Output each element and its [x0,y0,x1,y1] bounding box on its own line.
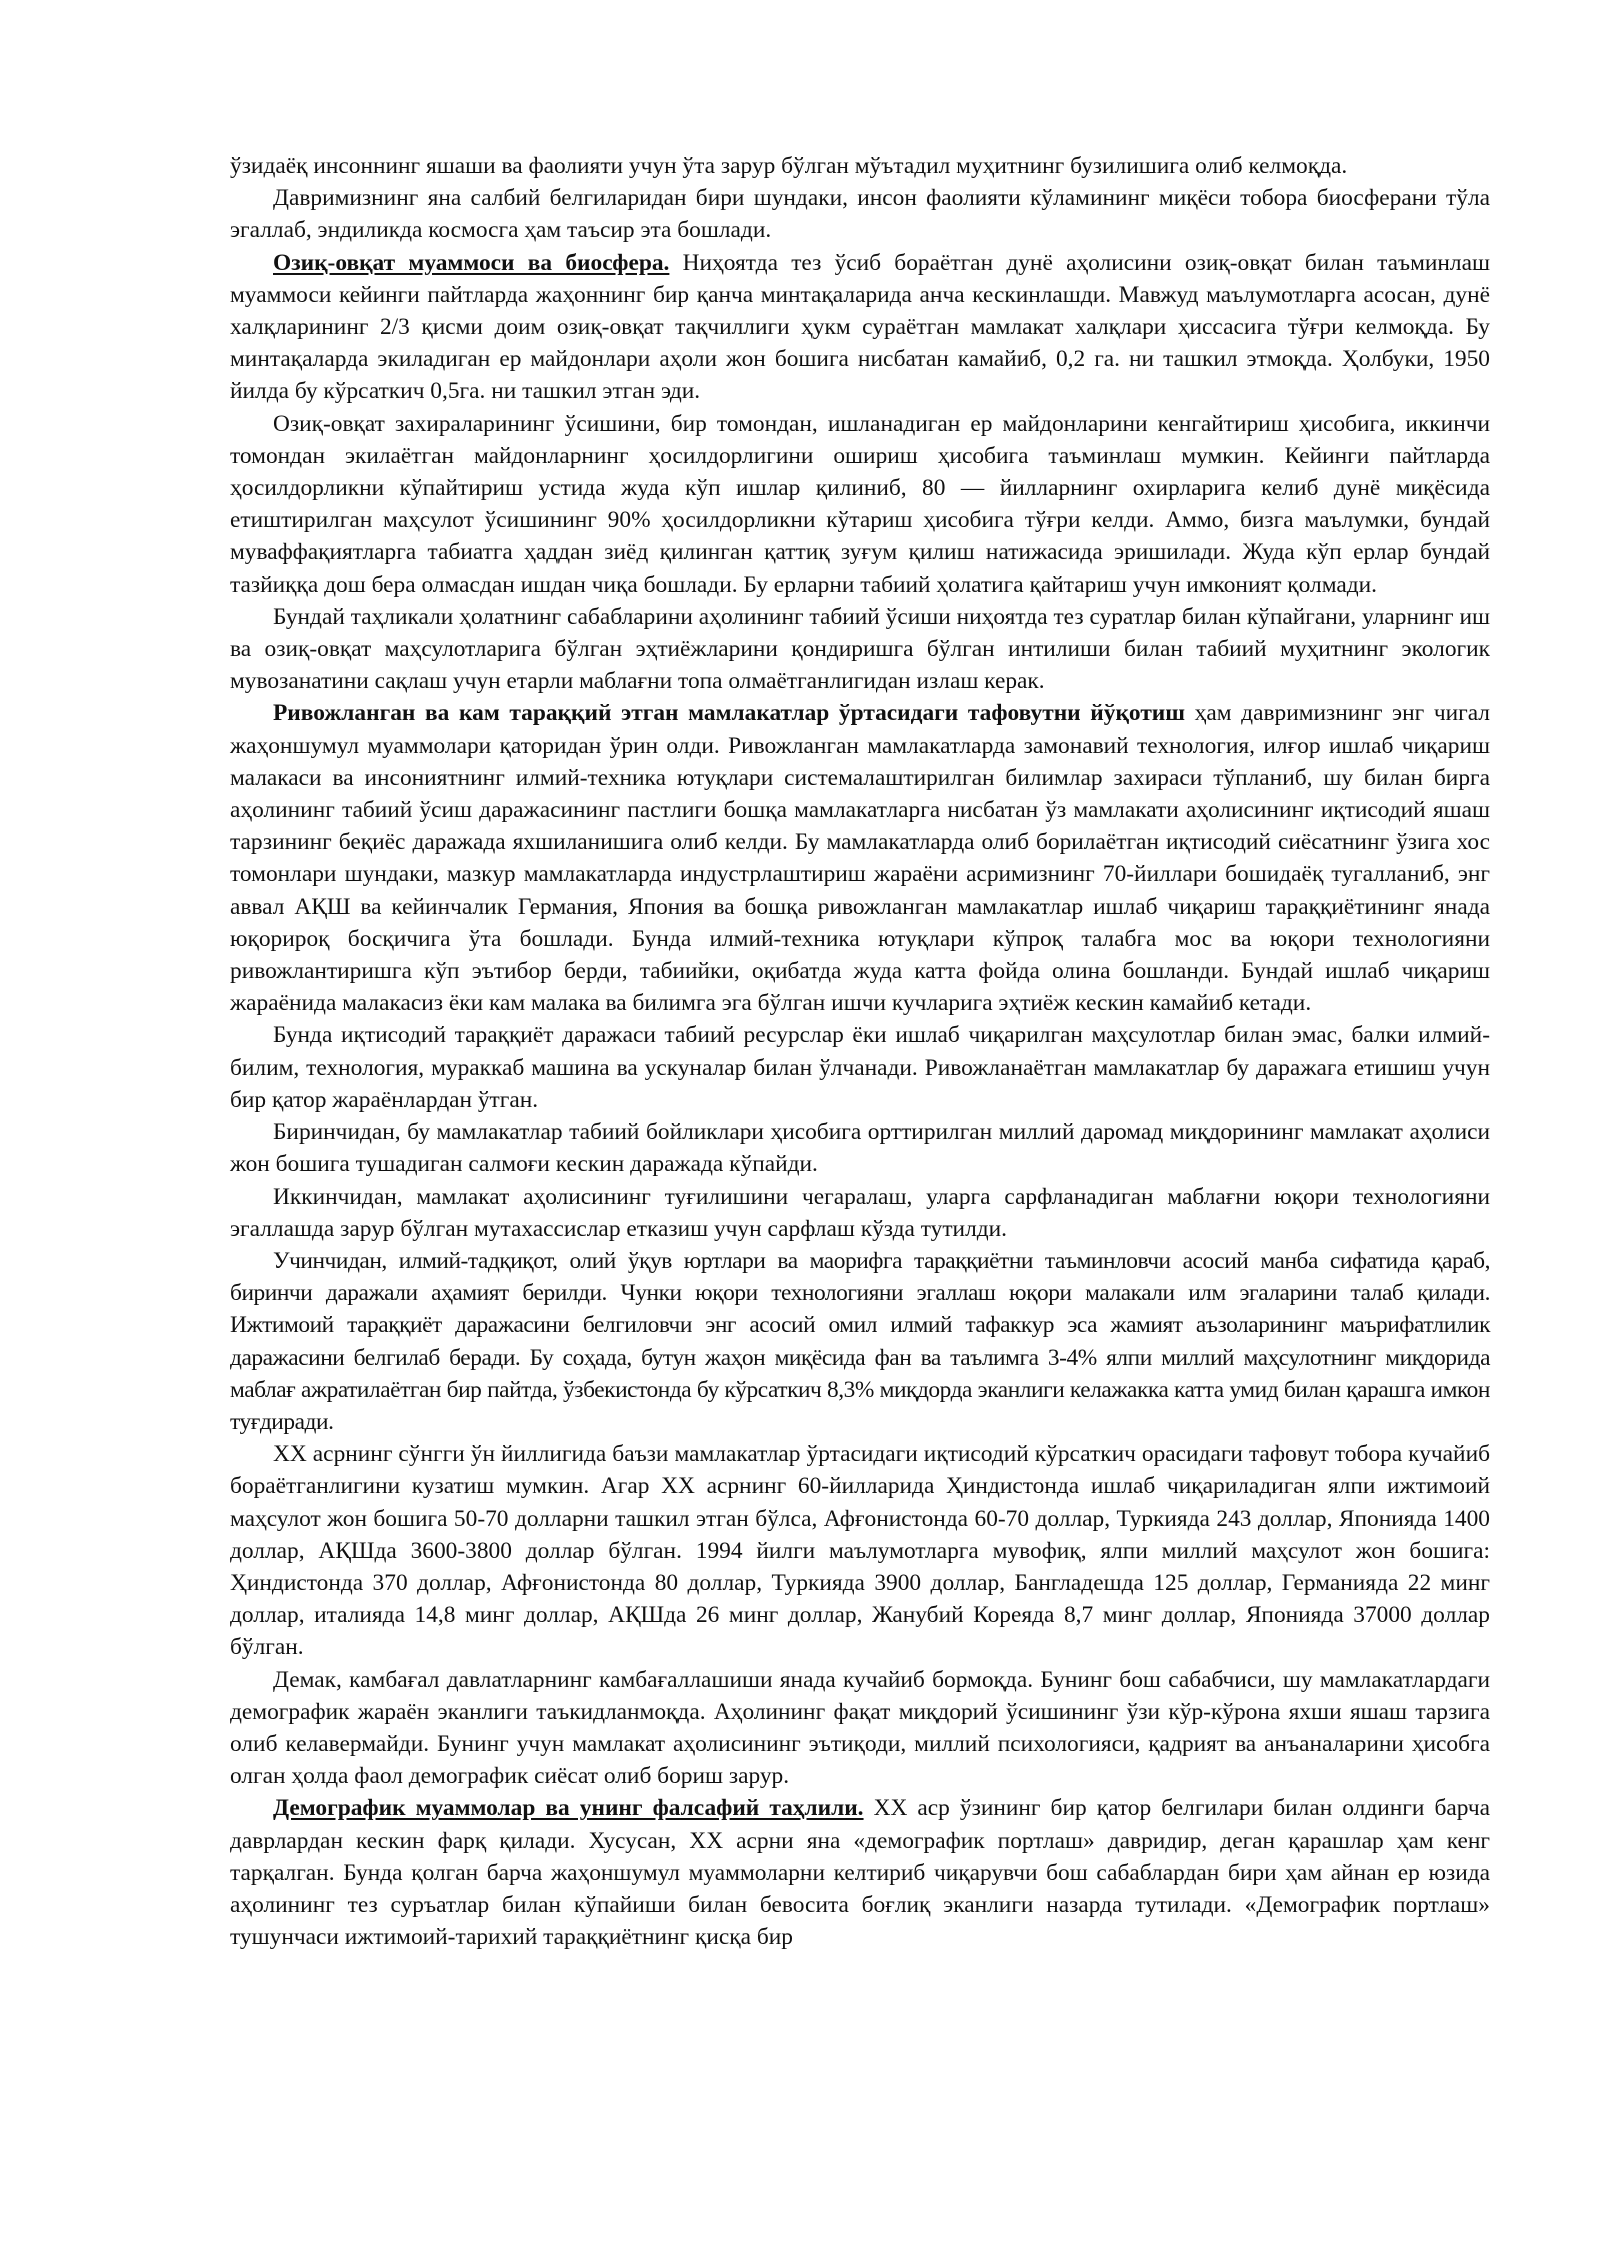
paragraph-text: Биринчидан, бу мамлакатлар табиий бойликлари ҳисобига орттирилган миллий даромад миқдорининг мамлакат аҳолиси жон бошига тушадиган салмоғи кескин даражада кўпайди. [230,1119,1490,1178]
paragraph [230,1019,1490,1116]
paragraph-text: Ниҳоятда тез ўсиб бораётган дунё аҳолисини озиқ-овқат билан таъминлаш муаммоси кейинги пайтларда жаҳоннинг бир қанча минтақаларида анча кескинлашди. Мавжуд маълумотларга асосан, дунё халқларининг 2/3 қисми доим озиқ-овқат тақчиллиги ҳукм сураётган мамлакат халқлари ҳиссасига тўғри келмоқда. Бу минтақаларда экиладиган ер майдонлари аҳоли жон бошига нисбатан камайиб, 0,2 га. ни ташкил этмоқда. Ҳолбуки, 1950 йилда бу кўрсаткич 0,5га. ни ташкил этган эди. [230,249,1490,405]
paragraph-development-gap [230,697,1490,1019]
document-page [230,150,1490,1953]
section-heading-food-problem: Озиқ-овқат муаммоси ва биосфера. [273,249,670,276]
paragraph [230,1181,1490,1245]
paragraph [230,1245,1490,1438]
paragraph-demographic-problems [230,1792,1490,1953]
paragraph-text: Бунда иқтисодий тараққиёт даражаси табиий ресурслар ёки ишлаб чиқарилган маҳсулотлар билан эмас, балки илмий-билим, технология, мураккаб машина ва ускуналар билан ўлчанади. Ривожланаётган мамлакатлар бу даражага етишиш учун бир қатор жараёнлардан ўтган. [230,1022,1490,1113]
paragraph-text: ҳам давримизнинг энг чигал жаҳоншумул муаммолари қаторидан ўрин олди. Ривожланган мамлакатларда замонавий технология, илғор ишлаб чиқариш малакаси ва инсониятнинг илмий-техника ютуқлари системалаштирилган билимлар захираси тўпланиб, шу билан бирга аҳолининг табиий ўсиш даражасининг пастлиги бошқа мамлакатларга нисбатан ўз мамлакати аҳолисининг иқтисодий яшаш тарзининг беқиёс даражада яхшиланишига олиб келди. Бу мамлакатларда олиб борилаётган иқтисодий сиёсатнинг ўзига хос томонлари шундаки, мазкур мамлакатларда индустрлаштириш жараёни асримизнинг 70-йиллари бошидаёқ тугалланиб, энг аввал АҚШ ва кейинчалик Германия, Япония ва бошқа ривожланган мамлакатлар ишлаб чиқариш тараққиётининг янада юқорироқ босқичига ўта бошлади. Бунда илмий-техника ютуқлари кўпроқ талабга мос ва юқори технологияни ривожлантиришга кўп эътибор берди, табиийки, оқибатда жуда катта фойда олина бошланди. Бундай ишлаб чиқариш жараёнида малакасиз ёки кам малака ва билимга эга бўлган ишчи кучларига эҳтиёж кескин камайиб кетади. [230,700,1490,1017]
paragraph [230,408,1490,601]
paragraph-text: XX аср ўзининг бир қатор белгилари билан олдинги барча даврлардан кескин фарқ қилади. Хусусан, XX асрни яна «демографик портлаш» давридир, деган қарашлар ҳам кенг тарқалган. Бунда қолган барча жаҳоншумул муаммоларни келтириб чиқарувчи бош сабаблардан бири ҳам айнан ер юзида аҳолининг тез суръатлар билан кўпайиши билан бевосита боғлиқ эканлиги назарда тутилади. «Демографик портлаш» тушунчаси ижтимоий-тарихий тараққиётнинг қисқа бир [230,1795,1490,1951]
paragraph [230,1664,1490,1793]
paragraph-text: Бундай таҳликали ҳолатнинг сабабларини аҳолининг табиий ўсиши ниҳоятда тез суратлар билан кўпайгани, уларнинг иш ва озиқ-овқат маҳсулотларига бўлган эҳтиёжларини қондиришга бўлган интилиши билан табиий муҳитнинг экологик мувозанатини сақлаш учун етарли маблағни топа олмаётганлигидан излаш керак. [230,603,1490,695]
section-heading-development-gap: Ривожланган ва кам тараққий этган мамлакатлар ўртасидаги тафовутни йўқотиш [273,700,1186,727]
paragraph-text: Озиқ-овқат захираларининг ўсишини, бир томондан, ишланадиган ер майдонларини кенгайтириш ҳисобига, иккинчи томондан экилаётган майдонларнинг ҳосилдорлигини ошириш ҳисобига таъминлаш мумкин. Кейинги пайтларда ҳосилдорликни кўпайтириш устида жуда кўп ишлар қилиниб, 80 — йилларнинг охирларига келиб дунё миқёсида етиштирилган маҳсулот ўсишининг 90% ҳосилдорликни кўтариш ҳисобига тўғри келди. Аммо, бизга маълумки, бундай муваффақиятларга табиатга ҳаддан зиёд қилинган қаттиқ зуғум қилиш натижасида эришилади. Жуда кўп ерлар бундай тазйиққа дош бера олмасдан ишдан чиқа бошлади. Бу ерларни табиий ҳолатига қайтариш учун имконият қолмади. [230,410,1490,598]
paragraph [230,1438,1490,1663]
paragraph-text: Иккинчидан, мамлакат аҳолисининг туғилишини чегаралаш, уларга сарфланадиган маблағни юқори технологияни эгаллашда зарур бўлган мутахассислар етказиш учун сарфлаш кўзда тутилди. [230,1183,1490,1242]
paragraph [230,1116,1490,1180]
paragraph-text: Демак, камбағал давлатларнинг камбағаллашиши янада кучайиб бормоқда. Бунинг бош сабабчиси, шу мамлакатлардаги демографик жараён эканлиги таъкидланмоқда. Аҳолининг фақат миқдорий ўсишининг ўзи кўр-кўрона яхши яшаш тарзига олиб келавермайди. Бунинг учун мамлакат аҳолисининг эътиқоди, миллий психологияси, қадрият ва анъаналарини ҳисобга олган ҳолда фаол демографик сиёсат олиб бориш зарур. [230,1666,1490,1790]
paragraph-food-problem [230,247,1490,408]
paragraph-text: Учинчидан, илмий-тадқиқот, олий ўқув юртлари ва маорифга тараққиётни таъминловчи асосий манба сифатида қараб, биринчи даражали аҳамият берилди. Чунки юқори технологияни эгаллаш юқори малакали илм эгаларини талаб қилади. Ижтимоий тараққиёт даражасини белгиловчи энг асосий омил илмий тафаккур эса жамият аъзоларининг маърифатлилик даражасини белгилаб беради. Бу соҳада, бутун жаҳон миқёсида фан ва таълимга 3-4% ялпи миллий маҳсулотнинг миқдорида маблағ ажратилаётган бир пайтда, ўзбекистонда бу кўрсаткич 8,3% миқдорда эканлиги келажакка катта умид билан қарашга имкон туғдиради. [230,1247,1490,1435]
section-heading-demographic-problems: Демографик муаммолар ва унинг фалсафий таҳлили. [273,1795,864,1822]
paragraph-text: Давримизнинг яна салбий белгиларидан бири шундаки, инсон фаолияти кўламининг миқёси тобора биосферани тўла эгаллаб, эндиликда космосга ҳам таъсир эта бошлади. [230,185,1490,244]
paragraph [230,182,1490,246]
paragraph-continuation [230,150,1490,182]
paragraph-text: XX асрнинг сўнгги ўн йиллигида баъзи мамлакатлар ўртасидаги иқтисодий кўрсаткич орасидаги тафовут тобора кучайиб бораётганлигини кузатиш мумкин. Агар XX асрнинг 60-йилларида Ҳиндистонда ишлаб чиқариладиган ялпи ижтимоий маҳсулот жон бошига 50-70 долларни ташкил этган бўлса, Афғонистонда 60-70 доллар, Туркияда 243 доллар, Японияда 1400 доллар, АҚШда 3600-3800 доллар бўлган. 1994 йилги маълумотларга мувофиқ, ялпи миллий маҳсулот жон бошига: Ҳиндистонда 370 доллар, Афғонистонда 80 доллар, Туркияда 3900 доллар, Бангладешда 125 доллар, Германияда 22 минг доллар, италияда 14,8 минг доллар, АҚШда 26 минг доллар, Жанубий Кореяда 8,7 минг доллар, Японияда 37000 доллар бўлган. [230,1441,1490,1661]
paragraph-text: ўзидаёқ инсоннинг яшаши ва фаолияти учун ўта зарур бўлган мўътадил муҳитнинг бузилишига олиб келмоқда. [230,153,1348,179]
paragraph [230,601,1490,698]
